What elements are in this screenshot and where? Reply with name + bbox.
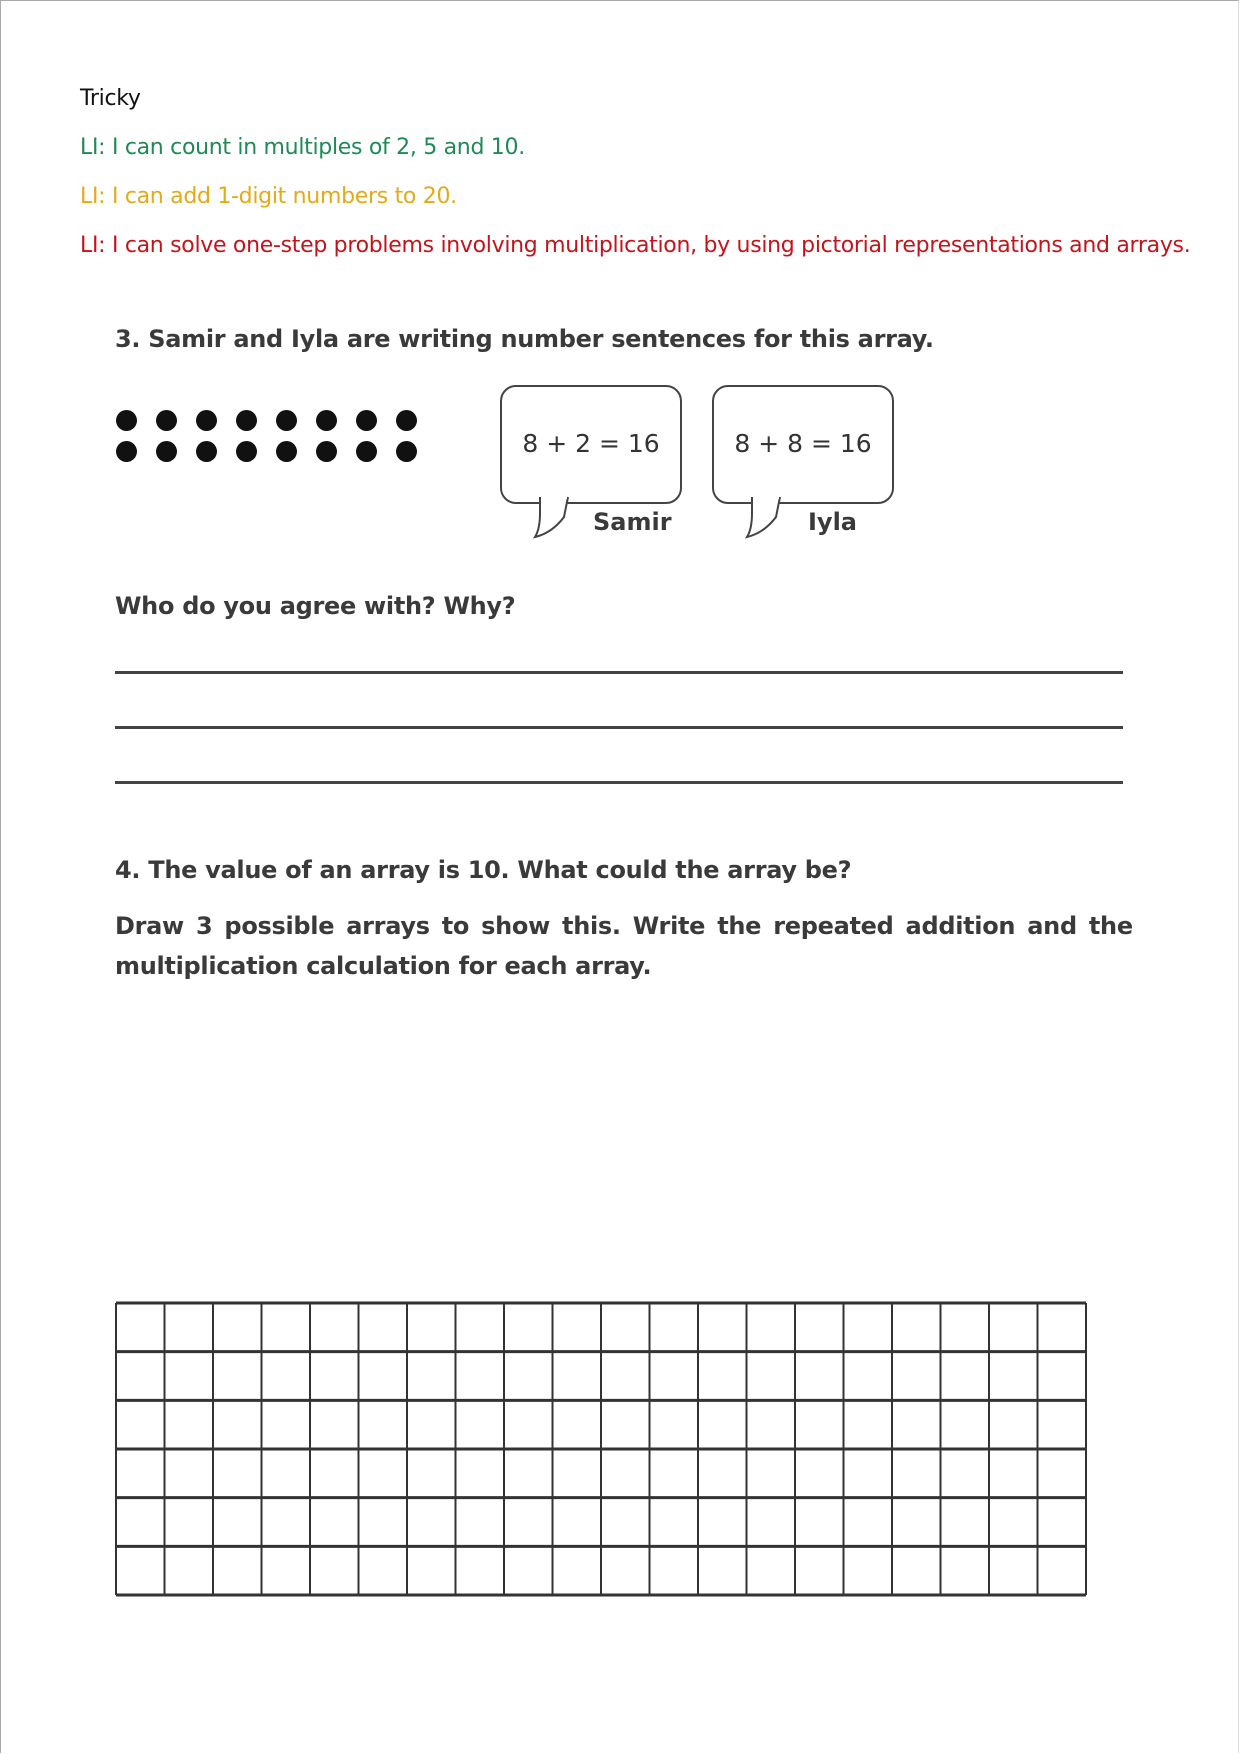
question-4-prompt: 4. The value of an array is 10. What could the array be? [115,856,852,884]
learning-intention-red: LI: I can solve one-step problems involving multiplication, by using pictorial representations and arrays. [80,233,1191,258]
difficulty-level: Tricky [80,86,141,111]
array-dot [156,441,177,462]
speech-bubble-iyla [712,385,894,504]
speech-tail-iyla [742,495,802,545]
iyla-equation: 8 + 8 = 16 [734,429,872,458]
speech-tail-samir [530,495,590,545]
learning-intention-green: LI: I can count in multiples of 2, 5 and 10. [80,135,525,160]
question-4-instruction-line-1: Draw 3 possible arrays to show this. Write the repeated addition and the [115,912,1133,940]
array-dot [276,441,297,462]
answer-line[interactable] [115,671,1123,674]
learning-intention-amber: LI: I can add 1-digit numbers to 20. [80,184,457,209]
question-3-follow-up: Who do you agree with? Why? [115,592,516,620]
question-3-prompt: 3. Samir and Iyla are writing number sentences for this array. [115,325,934,353]
array-dot [316,441,337,462]
array-dot [116,441,137,462]
samir-equation: 8 + 2 = 16 [522,429,660,458]
question-4-instruction-line-2: multiplication calculation for each array. [115,952,652,980]
array-dot [236,410,257,431]
drawing-grid[interactable] [114,1301,1088,1597]
speaker-iyla: Iyla [808,508,857,536]
array-dot [316,410,337,431]
answer-line[interactable] [115,781,1123,784]
array-dot [396,441,417,462]
array-dot [196,410,217,431]
array-dot [356,441,377,462]
array-dot [196,441,217,462]
array-dot [276,410,297,431]
speaker-samir: Samir [593,508,672,536]
array-dot [116,410,137,431]
array-dot [396,410,417,431]
array-dot [356,410,377,431]
speech-bubble-samir [500,385,682,504]
array-dot [156,410,177,431]
answer-line[interactable] [115,726,1123,729]
array-dot [236,441,257,462]
